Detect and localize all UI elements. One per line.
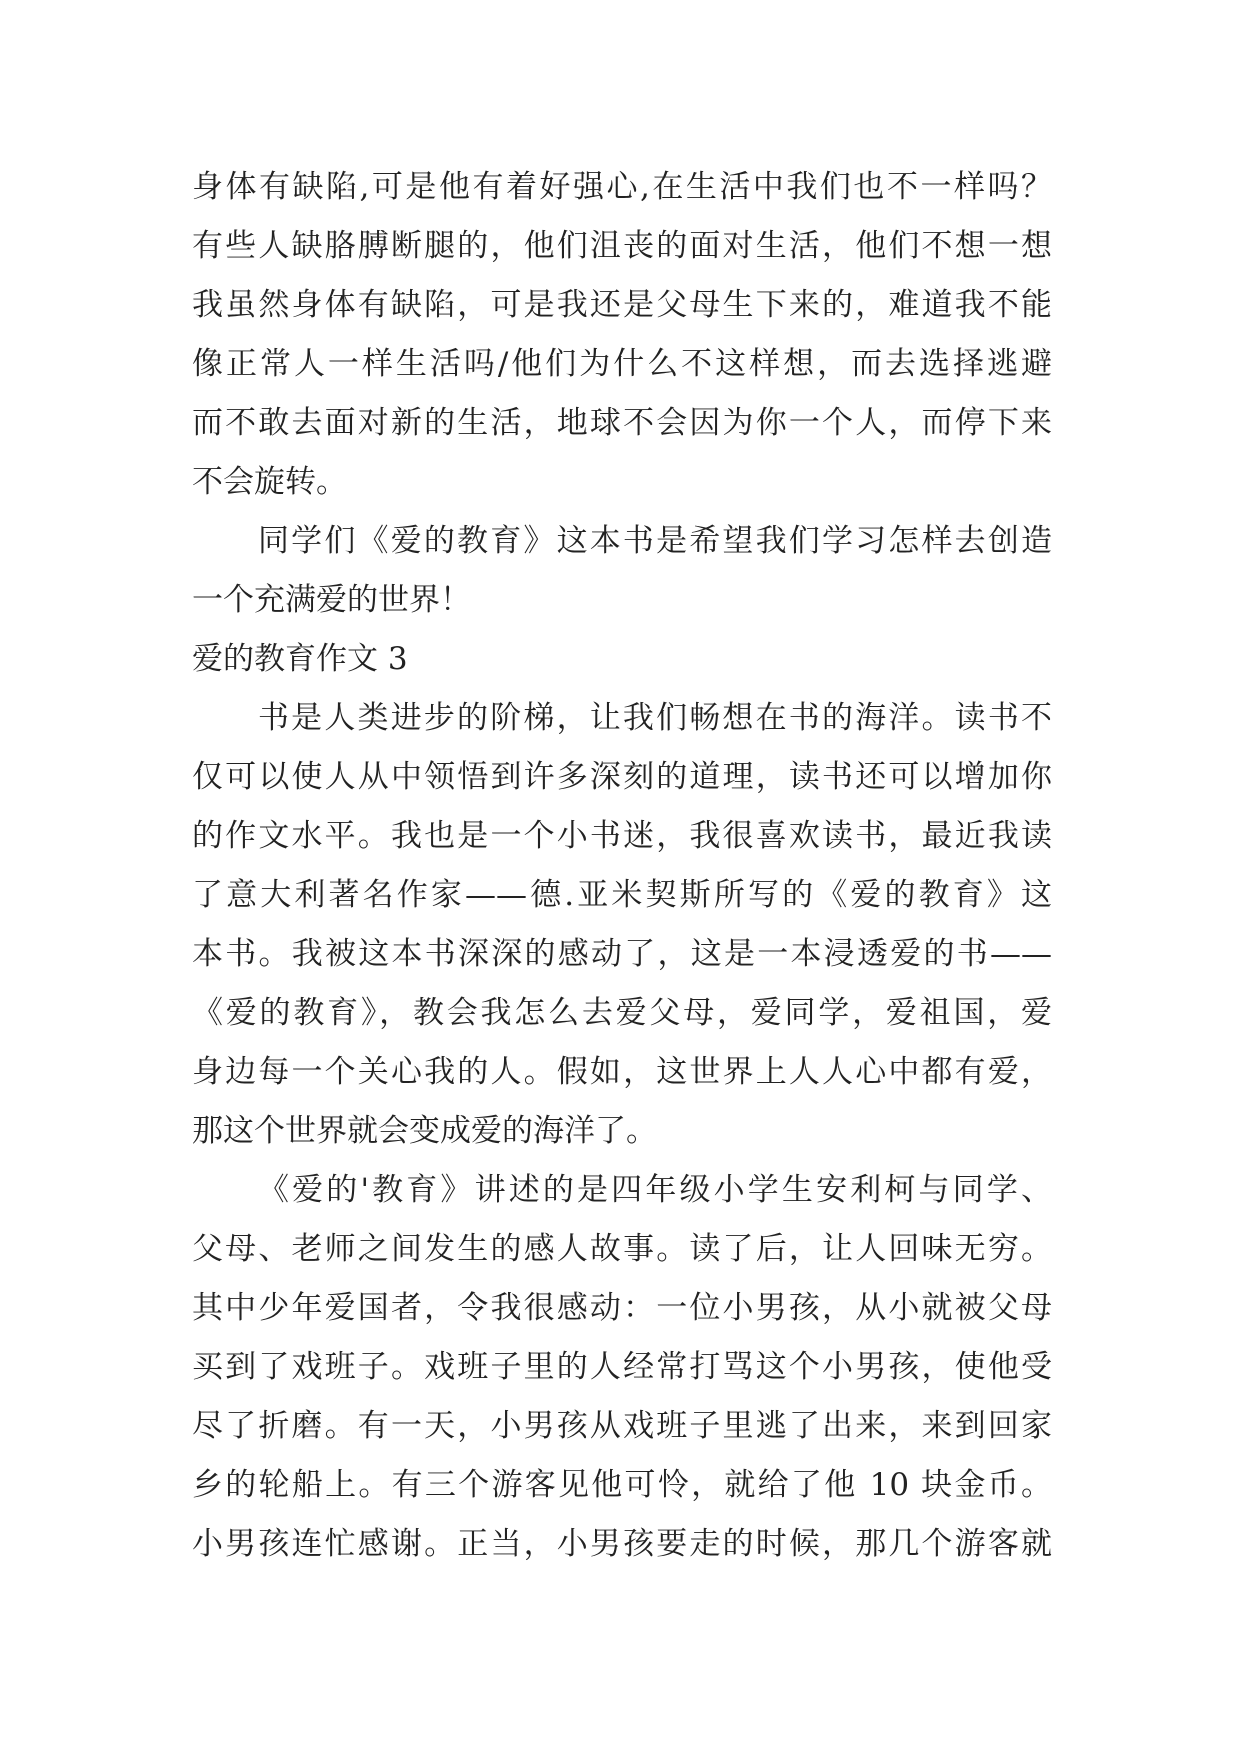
text-line: 本书。我被这本书深深的感动了，这是一本浸透爱的书—— xyxy=(192,936,1052,972)
text-line: 《爱的'教育》讲述的是四年级小学生安利柯与同学、 xyxy=(258,1172,1052,1208)
text-line: 父母、老师之间发生的感人故事。读了后，让人回味无穷。 xyxy=(192,1231,1052,1267)
paragraph-3 xyxy=(192,689,1052,1161)
text-line: 而不敢去面对新的生活，地球不会因为你一个人，而停下来 xyxy=(192,405,1052,441)
text-line: 买到了戏班子。戏班子里的人经常打骂这个小男孩，使他受 xyxy=(192,1349,1052,1385)
section-heading: 爱的教育作文 3 xyxy=(192,641,408,677)
text-line: 其中少年爱国者，令我很感动：一位小男孩，从小就被父母 xyxy=(192,1290,1052,1326)
paragraph-4 xyxy=(192,1161,1052,1574)
document-page xyxy=(192,158,1052,1574)
text-line: 身边每一个关心我的人。假如，这世界上人人心中都有爱， xyxy=(192,1054,1052,1090)
text-line: 仅可以使人从中领悟到许多深刻的道理，读书还可以增加你 xyxy=(192,759,1052,795)
text-line: 我虽然身体有缺陷，可是我还是父母生下来的，难道我不能 xyxy=(192,287,1052,323)
text-line: 乡的轮船上。有三个游客见他可怜，就给了他 10 块金币。 xyxy=(192,1467,1052,1503)
text-line: 身体有缺陷,可是他有着好强心,在生活中我们也不一样吗？ xyxy=(192,169,1052,205)
text-line: 了意大利著名作家——德.亚米契斯所写的《爱的教育》这 xyxy=(192,877,1052,913)
text-line: 那这个世界就会变成爱的海洋了。 xyxy=(192,1113,657,1149)
paragraph-1 xyxy=(192,158,1052,512)
text-line: 有些人缺胳膊断腿的，他们沮丧的面对生活，他们不想一想 xyxy=(192,228,1052,264)
text-line: 同学们《爱的教育》这本书是希望我们学习怎样去创造 xyxy=(258,523,1052,559)
text-line: 不会旋转。 xyxy=(192,464,347,500)
text-line: 尽了折磨。有一天，小男孩从戏班子里逃了出来，来到回家 xyxy=(192,1408,1052,1444)
paragraph-2 xyxy=(192,512,1052,630)
text-line: 一个充满爱的世界！ xyxy=(192,582,471,618)
text-line: 的作文水平。我也是一个小书迷，我很喜欢读书，最近我读 xyxy=(192,818,1052,854)
text-line: 《爱的教育》，教会我怎么去爱父母，爱同学，爱祖国，爱 xyxy=(192,995,1052,1031)
text-line: 像正常人一样生活吗/他们为什么不这样想，而去选择逃避 xyxy=(192,346,1052,382)
text-line: 书是人类进步的阶梯，让我们畅想在书的海洋。读书不 xyxy=(258,700,1052,736)
text-line: 小男孩连忙感谢。正当，小男孩要走的时候，那几个游客就 xyxy=(192,1526,1052,1562)
